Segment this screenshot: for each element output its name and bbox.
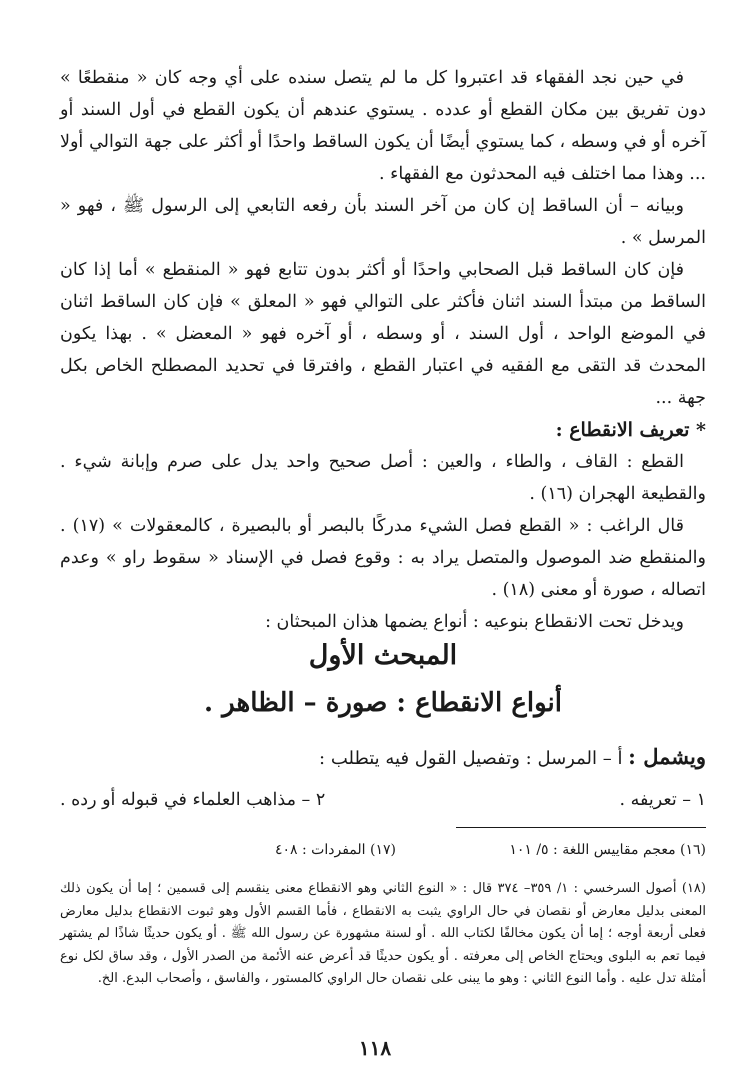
footnotes-row: [60, 842, 706, 858]
body-text: [60, 62, 706, 638]
paragraph-lexical-definition: القطع : القاف ، والطاء ، والعين : أصل صحيح واحد يدل على صرم وإبانة شيء . والقطيعة الهجران (١٦) .: [60, 452, 706, 504]
paragraph-munqati-types: فإن كان الساقط قبل الصحابي واحدًا أو أكثر بدون تتابع فهو « المنقطع » أما إذا كان الساقط من مبتدأ السند اثنان فأكثر على التوالي فهو « المعلق » فإن كان الساقط اثنان في الموضع الواحد ، أول السند ، أو وسطه ، أو آخره فهو « المعضل » . بهذا يكون المحدث قد التقى مع الفقيه في اعتبار القطع ، وافترقا في تحديد المصطلح الخاص بكل جهة ...: [60, 260, 706, 408]
item-definition: ١ – تعريفه .: [619, 790, 706, 810]
paragraph-fuqaha: في حين نجد الفقهاء قد اعتبروا كل ما لم يتصل سنده على أي وجه كان « منقطعًا » دون تفريق بين مكان القطع أو عدده . يستوي عندهم أن يكون القطع في أول السند أو آخره أو في وسطه ، كما يستوي أيضًا أن يكون الساقط واحدًا أو أكثر على جهة التوالي أولا ... وهذا مما اختلف فيه المحدثون مع الفقهاء .: [60, 68, 706, 184]
footnote-16: (١٦) معجم مقاييس اللغة : ٥/ ١٠١: [509, 842, 706, 858]
chapter-title: المبحث الأول: [308, 640, 458, 671]
footnote-separator: [456, 827, 706, 828]
footnote-18: (١٨) أصول السرخسي : ١/ ٣٥٩– ٣٧٤ قال : « النوع الثاني وهو الانقطاع معنى ينقسم إلى قسمين ؛ إما أن يكون ذلك المعنى بدليل معارض أو نقصان في حال الراوي يثبت به الانقطاع ، فأما القسم الأول وهو ثبوت الانقطاع بدليل معارض فعلى أربعة أوجه ؛ إما أن يكون مخالفًا لكتاب الله . أو لسنة مشهورة عن رسول الله ﷺ . أو يكون حديثًا شاذًا لم يشتهر فيما تعم به البلوى ويحتاج الخاص إلى معرفته . أو يكون حديثًا قد أعرض عنه الأئمة من الصدر الأول ، وقد ساق لكل نوع أمثلة تدل عليه . وأما النوع الثاني : وهو ما يبنى على نقصان حال الراوي كالمستور ، والفاسق ، وأصحاب البدع. الخ.: [60, 881, 706, 986]
page-number: ١١٨: [358, 1036, 392, 1060]
includes-text: أ – المرسل : وتفصيل القول فيه يتطلب :: [319, 748, 629, 769]
chapter-subtitle: أنواع الانقطاع : صورة – الظاهر .: [204, 688, 562, 718]
section-heading-definition: * تعريف الانقطاع :: [555, 419, 706, 441]
includes-line: [60, 744, 706, 769]
paragraph-raghib-definition: قال الراغب : « القطع فصل الشيء مدركًا بالبصر أو بالبصيرة ، كالمعقولات » (١٧) . والمنقطع ضد الموصول والمتصل يراد به : وقوع فصل في الإسناد « سقوط راو » وعدم اتصاله ، صورة أو معنى (١٨) .: [60, 516, 706, 600]
footnote-17: (١٧) المفردات : ٤٠٨: [275, 842, 396, 858]
items-row: [60, 790, 706, 810]
paragraph-transition: ويدخل تحت الانقطاع بنوعيه : أنواع يضمها هذان المبحثان :: [265, 612, 684, 632]
item-scholars-views: ٢ – مذاهب العلماء في قبوله أو رده .: [60, 790, 326, 810]
includes-lead: ويشمل :: [628, 744, 706, 769]
paragraph-mursal-explanation: وبيانه – أن الساقط إن كان من آخر السند بأن رفعه التابعي إلى الرسول ﷺ ، فهو « المرسل » .: [60, 196, 706, 248]
